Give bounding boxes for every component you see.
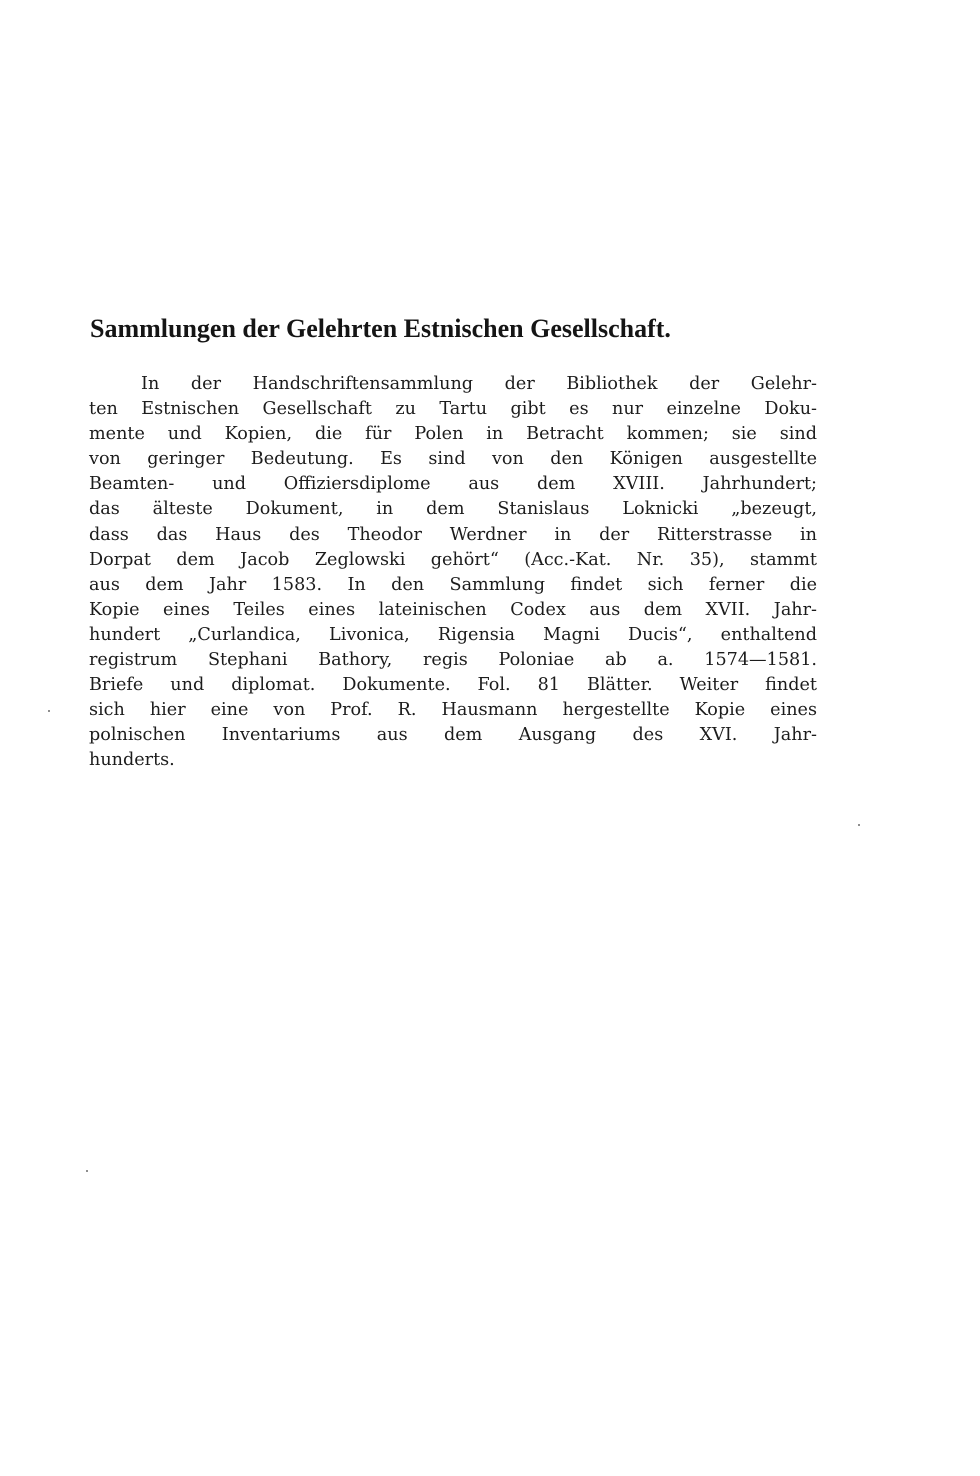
paragraph-line-6: das älteste Dokument, in dem Stanislaus Loknicki „bezeugt, — [89, 499, 817, 520]
body-paragraph — [89, 372, 817, 774]
paragraph-line-12: registrum Stephani Bathory, regis Poloniae ab a. 1574—1581. — [89, 650, 817, 671]
paragraph-line-16: hunderts. — [89, 750, 175, 771]
paragraph-line-7: dass das Haus des Theodor Werdner in der Ritterstrasse in — [89, 524, 817, 545]
paragraph-line-5: Beamten- und Offiziersdiplome aus dem XVIII. Jahrhundert; — [89, 474, 817, 495]
paragraph-line-13: Briefe und diplomat. Dokumente. Fol. 81 Blätter. Weiter findet — [89, 675, 817, 696]
paragraph-line-15: polnischen Inventariums aus dem Ausgang des XVI. Jahr- — [89, 725, 817, 746]
paragraph-line-2: ten Estnischen Gesellschaft zu Tartu gibt es nur einzelne Doku- — [89, 399, 817, 420]
paragraph-line-4: von geringer Bedeutung. Es sind von den Königen ausgestellte — [89, 449, 817, 470]
paragraph-line-11: hundert „Curlandica, Livonica, Rigensia Magni Ducis“, enthaltend — [89, 624, 817, 645]
paragraph-line-9: aus dem Jahr 1583. In den Sammlung findet sich ferner die — [89, 574, 817, 595]
scan-speck — [86, 1170, 88, 1172]
scan-speck — [858, 824, 860, 826]
paragraph-line-1: In der Handschriftensammlung der Bibliothek der Gelehr- — [141, 374, 817, 394]
paragraph-line-14: sich hier eine von Prof. R. Hausmann hergestellte Kopie eines — [89, 700, 817, 721]
scan-speck — [48, 710, 50, 712]
paragraph-line-10: Kopie eines Teiles eines lateinischen Codex aus dem XVII. Jahr- — [89, 599, 817, 620]
paragraph-line-8: Dorpat dem Jacob Zeglowski gehört“ (Acc.-Kat. Nr. 35), stammt — [89, 549, 817, 570]
paragraph-line-3: mente und Kopien, die für Polen in Betracht kommen; sie sind — [89, 424, 817, 445]
page-title: Sammlungen der Gelehrten Estnischen Gesellschaft. — [90, 314, 671, 343]
